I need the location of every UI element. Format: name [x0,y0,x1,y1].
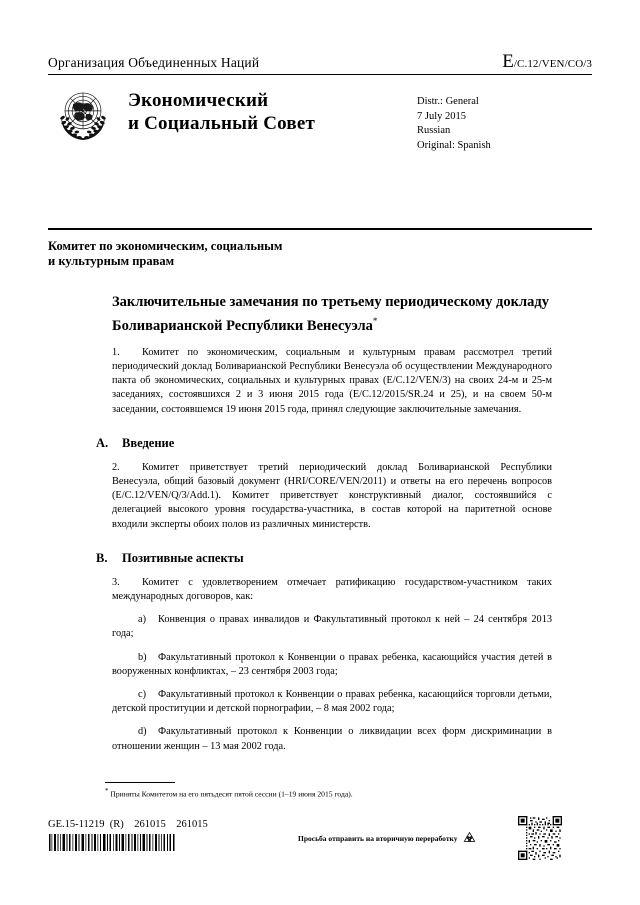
qr-code [518,816,562,860]
footnote-area [105,782,565,800]
committee-name [48,239,592,269]
list-item-d [112,725,552,753]
document-symbol-rest: /C.12/VEN/CO/3 [513,58,592,70]
organ-title [128,83,417,135]
distribution-block [417,83,592,153]
recycling-text: Просьба отправить на вторичную переработку [298,833,458,843]
list-item-label: a) [138,614,146,626]
un-emblem [52,83,114,145]
distr-date: 7 July 2015 [417,110,467,122]
list-item-label: c) [138,689,146,701]
page-title [112,293,592,336]
list-item-text: Конвенция о правах инвалидов и Факультативный протокол к ней – 24 сентября 2013 года; [112,614,552,640]
title-footnote-marker: * [372,316,378,326]
section-heading-a [96,435,592,451]
distr-original: Original: Spanish [417,139,491,151]
masthead-rule [48,74,592,75]
paragraph-2 [112,461,552,532]
paragraph-number: 1. [112,346,120,358]
organ-title-line2: и Социальный Совет [128,113,316,134]
organ-title-line1: Экономический [128,90,269,111]
footnote-marker: * [105,787,109,795]
list-item-text: Факультативный протокол к Конвенции о правах ребенка, касающийся участия детей в вооруженных конфликтах, – 23 сентября 2003 года; [112,651,552,677]
footnote-text: Приняты Комитетом на его пятьдесят пятой сессии (1–19 июня 2015 года). [108,789,353,799]
section-heading-b [96,550,592,566]
document-symbol [502,52,592,72]
masthead [48,52,592,153]
list-item-text: Факультативный протокол к Конвенции о ликвидации всех форм дискриминации в отношении женщин – 13 мая 2002 года. [112,726,552,752]
organization-row [48,52,592,72]
committee-name-line2: и культурным правам [48,254,175,268]
recycling-icon [461,830,478,847]
job-number: GE.15-11219 (R) 261015 261015 [48,819,208,830]
recycling-notice [298,830,478,847]
section-title: Введение [122,435,175,450]
paragraph-text: Комитет по экономическим, социальным и культурным правам рассмотрел третий периодический доклад Боливарианской Республики Венесуэла об осуществлении Международного пакта об экономических, социальных и культурных правах (E/C.12/VEN/3) на своих 24-м и 25-м заседаниях, состоявшихся 2 и 3 июня 2015 года (E/C.12/2015/SR.24 и 25), и на своем 50-м заседании, состоявшемся 19 июня 2015 года, принял следующие заключительные замечания. [112,346,552,415]
paragraph-1 [112,346,552,417]
section-letter: A. [96,435,109,450]
paragraph-number: 2. [112,461,120,473]
footnote [105,786,565,800]
distr-line: Distr.: General [417,96,479,107]
paragraph-text: Комитет с удовлетворением отмечает ратификацию государством-участником таких международных договоров, как: [112,576,552,603]
section-divider-rule [48,228,592,230]
list-item-c [112,688,552,716]
document-body [48,236,592,754]
barcode [48,834,176,851]
distr-language: Russian [417,125,451,136]
list-item-b [112,651,552,679]
paragraph-3 [112,576,552,604]
list-item-label: d) [138,726,147,738]
paragraph-text: Комитет приветствует третий периодический доклад Боливарианской Республики Венесуэла, общий базовый документ (HRI/CORE/VEN/2011) и ответы на его перечень вопросов (E/C.12/VEN/Q/3/Add.1). Комитет приветствует конструктивный диалог, состоявшийся с делегацией высокого уровня государства-участника, в состав которой на паритетной основе входили эксперты обоих полов из различных министерств. [112,461,552,530]
page-footer [48,818,592,856]
emblem-row [48,83,592,153]
organization-name: Организация Объединенных Наций [48,55,260,70]
paragraph-number: 3. [112,576,120,588]
list-item-label: b) [138,651,147,663]
document-symbol-prefix: E [502,51,514,72]
list-item-text: Факультативный протокол к Конвенции о правах ребенка, касающийся торговли детьми, детской проституции и детской порнографии, – 8 мая 2002 года; [112,689,552,715]
section-letter: B. [96,550,108,565]
page-title-text: Заключительные замечания по третьему периодическому докладу Боливарианской Республики Венесуэла [112,294,549,334]
committee-name-line1: Комитет по экономическим, социальным [48,239,283,253]
footnote-separator [105,782,175,783]
list-item-a [112,613,552,641]
section-title: Позитивные аспекты [122,550,244,565]
